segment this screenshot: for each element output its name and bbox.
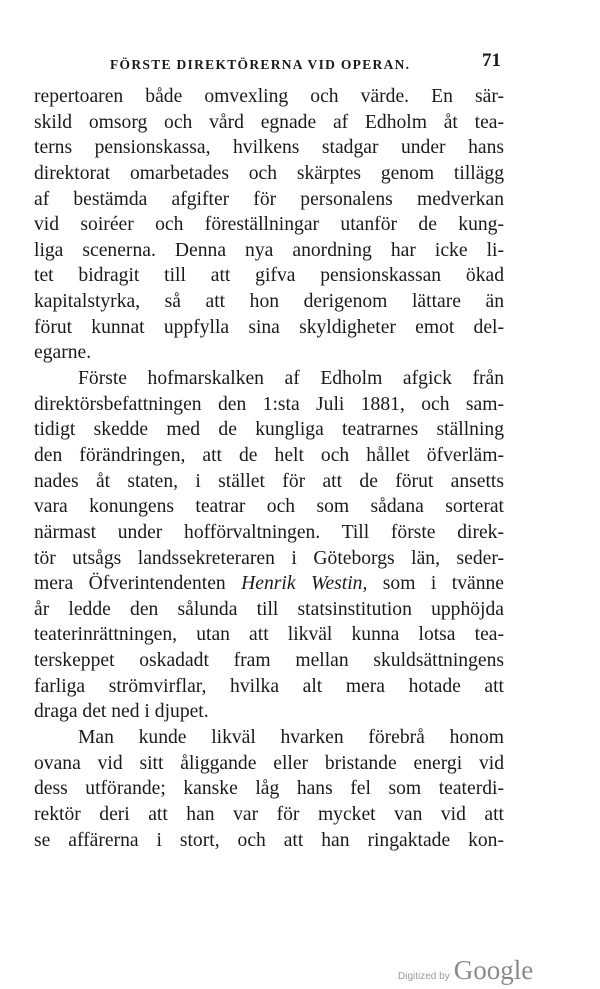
text-line: kapitalstyrka, så att hon derigenom lättare än (34, 291, 504, 313)
text-line: Förste hofmarskalken af Edholm afgick från (78, 368, 504, 390)
text-line: förut kunnat uppfylla sina skyldigheter emot del- (34, 316, 504, 338)
text-line: direktörsbefattningen den 1:sta Juli 1881, och sam- (34, 393, 504, 415)
text-line: ovana vid sitt åliggande eller bristande energi vid (34, 752, 504, 774)
text-line: direktorat omarbetades och skärptes genom tillägg (34, 162, 504, 184)
text-line: närmast under hofförvaltningen. Till förste direk- (34, 521, 504, 543)
text-run: mera Öfverintendenten (34, 573, 242, 595)
text-line: farliga strömvirflar, hvilka alt mera hotade att (34, 675, 504, 697)
text-line: terskeppet oskadadt fram mellan skuldsättningens (34, 650, 504, 672)
text-line: år ledde den sålunda till statsinstitution upphöjda (34, 598, 504, 620)
digitized-watermark (398, 955, 533, 986)
text-line: skild omsorg och vård egnade af Edholm åt tea- (34, 111, 504, 133)
text-line: vara konungens teatrar och som sådana sorterat (34, 496, 504, 518)
text-line-with-name (34, 571, 504, 597)
text-line: terns pensionskassa, hvilkens stadgar under hans (34, 137, 504, 159)
text-line: nades åt staten, i stället för att de förut ansetts (34, 470, 504, 492)
person-name: Henrik Westin, (241, 573, 368, 595)
text-run: som i tvänne (367, 573, 504, 595)
text-line: tör utsågs landssekreteraren i Göteborgs län, seder- (34, 547, 504, 569)
text-line: teaterinrättningen, utan att likväl kunna lotsa tea- (34, 624, 504, 646)
running-title: FÖRSTE DIREKTÖRERNA VID OPERAN. (110, 57, 411, 72)
text-line: draga det ned i djupet. (34, 701, 209, 723)
text-line: liga scenerna. Denna nya anordning har icke li- (34, 239, 504, 261)
text-line: af bestämda afgifter för personalens medverkan (34, 188, 504, 210)
text-line: tet bidragit till att gifva pensionskassan ökad (34, 265, 504, 287)
google-logo: Google (453, 955, 534, 985)
text-line: vid soiréer och föreställningar utanför de kung- (34, 214, 504, 236)
text-line: se affärerna i stort, och att han ringaktade kon- (34, 829, 504, 851)
text-line: rektör deri att han var för mycket van vid att (34, 803, 504, 825)
text-line: tidigt skedde med de kungliga teatrarnes ställning (34, 419, 504, 441)
running-header (0, 0, 600, 90)
watermark-prefix: Digitized by (398, 971, 450, 982)
text-line: den förändringen, att de helt och hållet öfverläm- (34, 444, 504, 466)
page-number: 71 (482, 50, 501, 71)
text-line: repertoaren både omvexling och värde. En sär- (34, 86, 504, 107)
text-line: dess utförande; kanske låg hans fel som teaterdi- (34, 778, 504, 800)
text-line: egarne. (34, 342, 92, 364)
text-line: Man kunde likväl hvarken förebrå honom (78, 727, 504, 749)
body-text (34, 84, 504, 853)
